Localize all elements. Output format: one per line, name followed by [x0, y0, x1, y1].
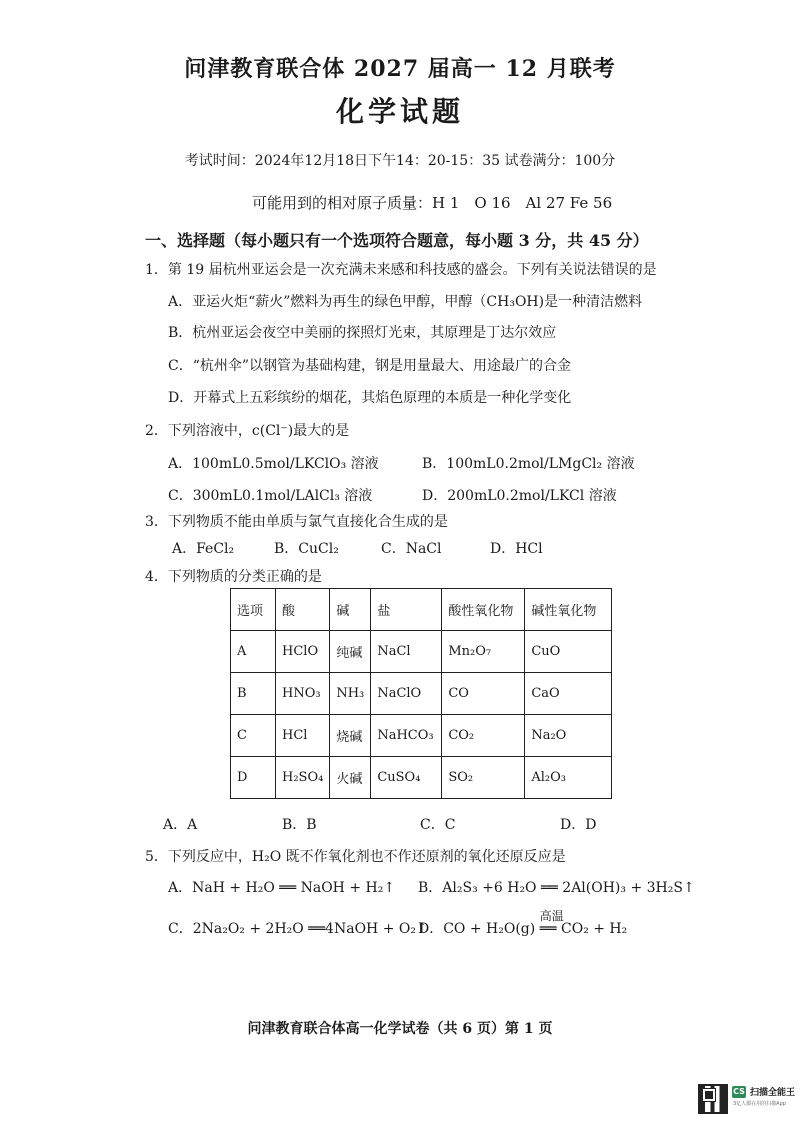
scanner-tagline: 3亿人都在用的扫描App: [733, 1101, 786, 1107]
reaction-equals: ══: [539, 921, 557, 937]
question-5-option-d-reactants: D．CO + H₂O(g): [418, 921, 536, 937]
question-5-option-c: C．2Na₂O₂ + 2H₂O ══4NaOH + O₂↑: [168, 921, 428, 937]
question-2-stem: 2．下列溶液中，c(Cl⁻)最大的是: [145, 423, 350, 439]
table-cell: NaHCO₃: [371, 715, 442, 757]
exam-title: 问津教育联合体 2027 届高一 12 月联考: [184, 56, 616, 82]
table-cell: D: [231, 757, 276, 799]
camscanner-logo: CS: [733, 1087, 745, 1096]
question-4-stem: 4．下列物质的分类正确的是: [145, 569, 322, 585]
table-cell: 碱: [330, 589, 371, 631]
question-5-option-b: B．Al₂S₃ +6 H₂O ══ 2Al(OH)₃ + 3H₂S↑: [418, 880, 695, 896]
question-3-option-d: D．HCl: [490, 541, 543, 557]
table-cell: CO₂: [442, 715, 525, 757]
question-4-option-b: B．B: [282, 817, 317, 833]
table-cell: NaClO: [371, 673, 442, 715]
exam-info: 考试时间：2024年12月18日下午14：20-15：35 试卷满分：100分: [184, 153, 616, 169]
reaction-arrow: [539, 909, 564, 937]
table-row: [231, 673, 612, 715]
table-cell: HCl: [276, 715, 330, 757]
table-cell: CaO: [525, 673, 612, 715]
table-row: [231, 757, 612, 799]
question-1-option-d: D．开幕式上五彩缤纷的烟花，其焰色原理的本质是一种化学变化: [168, 390, 572, 406]
question-3-stem: 3．下列物质不能由单质与氯气直接化合生成的是: [145, 514, 448, 530]
question-2-option-c: C．300mL0.1mol/LAlCl₃ 溶液: [168, 488, 373, 504]
table-cell: 碱性氧化物: [525, 589, 612, 631]
atomic-masses: 可能用到的相对原子质量：H 1 O 16 Al 27 Fe 56: [252, 194, 613, 212]
question-3-option-a: A．FeCl₂: [172, 541, 235, 557]
question-5-option-d: [418, 909, 628, 938]
table-cell: H₂SO₄: [276, 757, 330, 799]
table-cell: 火碱: [330, 757, 371, 799]
table-cell: CuO: [525, 631, 612, 673]
table-cell: B: [231, 673, 276, 715]
question-4-option-c: C．C: [420, 817, 456, 833]
table-cell: C: [231, 715, 276, 757]
table-cell: HNO₃: [276, 673, 330, 715]
question-4-option-a: A．A: [163, 817, 198, 833]
reaction-condition: 高温: [539, 909, 564, 923]
table-row: [231, 631, 612, 673]
question-3-option-c: C．NaCl: [381, 541, 442, 557]
table-cell: NaCl: [371, 631, 442, 673]
table-cell: 纯碱: [330, 631, 371, 673]
classification-table: [230, 588, 612, 799]
table-row: [231, 715, 612, 757]
table-cell: Na₂O: [525, 715, 612, 757]
question-1-stem: 1．第 19 届杭州亚运会是一次充满未来感和科技感的盛会。下列有关说法错误的是: [145, 262, 657, 278]
question-5-option-a: A．NaH + H₂O ══ NaOH + H₂↑: [168, 880, 396, 896]
question-5-stem: 5．下列反应中，H₂O 既不作氧化剂也不作还原剂的氧化还原反应是: [145, 849, 566, 865]
section-heading: 一、选择题（每小题只有一个选项符合题意，每小题 3 分，共 45 分）: [145, 231, 649, 250]
table-cell: 酸: [276, 589, 330, 631]
table-cell: CuSO₄: [371, 757, 442, 799]
table-cell: 酸性氧化物: [442, 589, 525, 631]
question-3-option-b: B．CuCl₂: [274, 541, 339, 557]
table-cell: 盐: [371, 589, 442, 631]
question-2-option-d: D．200mL0.2mol/LKCl 溶液: [422, 488, 617, 504]
table-header-row: [231, 589, 612, 631]
table-cell: Mn₂O₇: [442, 631, 525, 673]
page-footer: 问津教育联合体高一化学试卷（共 6 页）第 1 页: [247, 1021, 553, 1037]
table-cell: A: [231, 631, 276, 673]
question-2-option-b: B．100mL0.2mol/LMgCl₂ 溶液: [422, 456, 635, 472]
question-1-option-c: C．“杭州伞”以钢管为基础构建，钢是用量最大、用途最广的合金: [168, 358, 572, 374]
table-cell: SO₂: [442, 757, 525, 799]
table-cell: NH₃: [330, 673, 371, 715]
table-cell: 烧碱: [330, 715, 371, 757]
table-cell: CO: [442, 673, 525, 715]
qr-code-icon: [698, 1084, 728, 1114]
question-1-option-a: A．亚运火炬“薪火”燃料为再生的绿色甲醇，甲醇（CH₃OH)是一种清洁燃料: [168, 294, 643, 310]
table-cell: HClO: [276, 631, 330, 673]
table-cell: 选项: [231, 589, 276, 631]
question-5-option-d-products: CO₂ + H₂: [561, 921, 628, 937]
subject-title: 化学试题: [335, 95, 464, 128]
scanner-app-name: 扫描全能王: [750, 1088, 796, 1098]
table-cell: Al₂O₃: [525, 757, 612, 799]
question-2-option-a: A．100mL0.5mol/LKClO₃ 溶液: [168, 456, 379, 472]
question-4-option-d: D．D: [560, 817, 597, 833]
question-1-option-b: B．杭州亚运会夜空中美丽的探照灯光束，其原理是丁达尔效应: [168, 325, 557, 341]
